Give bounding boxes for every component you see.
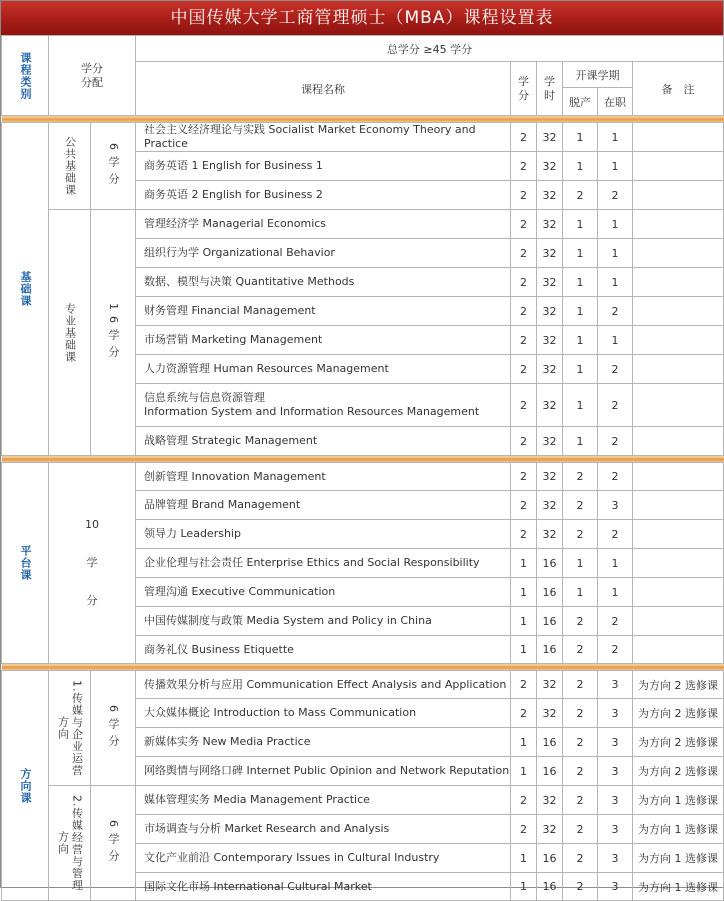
group-direction-1: 1.传媒与企业运营方向 [49, 671, 91, 786]
course-parttime: 3 [598, 844, 633, 873]
header-total-credits: 总学分 ≥45 学分 [136, 36, 724, 62]
course-parttime: 2 [598, 636, 633, 664]
course-parttime: 2 [598, 607, 633, 636]
course-name: 媒体管理实务 Media Management Practice [136, 786, 511, 815]
course-parttime: 1 [598, 152, 633, 181]
credits-direction-1: 6学分 [91, 671, 136, 786]
course-note [633, 297, 724, 326]
header-parttime: 在职 [598, 88, 633, 116]
course-hours: 32 [537, 786, 563, 815]
course-credit: 2 [511, 520, 537, 549]
course-hours: 32 [537, 326, 563, 355]
course-parttime: 1 [598, 123, 633, 152]
credits-public-basic: 6学分 [91, 123, 136, 210]
course-hours: 16 [537, 636, 563, 664]
course-credit: 1 [511, 844, 537, 873]
course-parttime: 2 [598, 427, 633, 456]
course-fulltime: 1 [563, 239, 598, 268]
course-name: 商务英语 2 English for Business 2 [136, 181, 511, 210]
credits-platform-unit-a: 学 [86, 556, 98, 569]
course-hours: 16 [537, 873, 563, 901]
course-note [633, 491, 724, 520]
header-category: 课程类别 [2, 36, 49, 116]
course-parttime: 1 [598, 239, 633, 268]
course-name: 市场调查与分析 Market Research and Analysis [136, 815, 511, 844]
course-fulltime: 2 [563, 786, 598, 815]
course-parttime: 2 [598, 297, 633, 326]
course-parttime: 3 [598, 728, 633, 757]
course-hours: 32 [537, 427, 563, 456]
course-fulltime: 1 [563, 578, 598, 607]
table-row [2, 463, 724, 491]
course-note [633, 427, 724, 456]
course-fulltime: 1 [563, 326, 598, 355]
course-parttime: 2 [598, 181, 633, 210]
course-hours: 16 [537, 607, 563, 636]
course-parttime: 3 [598, 757, 633, 786]
header-credit-dist: 学分分配 [49, 36, 136, 116]
section-separator [2, 664, 724, 671]
section-separator [2, 116, 724, 123]
course-fulltime: 1 [563, 123, 598, 152]
course-fulltime: 2 [563, 671, 598, 699]
course-parttime: 1 [598, 268, 633, 297]
course-note [633, 210, 724, 239]
course-fulltime: 2 [563, 520, 598, 549]
course-hours: 32 [537, 355, 563, 384]
course-credit: 2 [511, 297, 537, 326]
course-name: 社会主义经济理论与实践 Socialist Market Economy Theory and Practice [136, 123, 511, 152]
course-hours: 16 [537, 728, 563, 757]
course-name: 中国传媒制度与政策 Media System and Policy in China [136, 607, 511, 636]
course-name: 文化产业前沿 Contemporary Issues in Cultural Industry [136, 844, 511, 873]
course-name-cn: 信息系统与信息资源管理 [144, 391, 265, 404]
course-hours: 32 [537, 210, 563, 239]
course-credit: 2 [511, 671, 537, 699]
course-note: 为方向 2 选修课 [633, 728, 724, 757]
course-name: 大众媒体概论 Introduction to Mass Communication [136, 699, 511, 728]
credits-platform [49, 463, 136, 664]
course-name: 品牌管理 Brand Management [136, 491, 511, 520]
course-name: 战略管理 Strategic Management [136, 427, 511, 456]
course-hours: 32 [537, 671, 563, 699]
course-credit: 2 [511, 815, 537, 844]
course-fulltime: 2 [563, 844, 598, 873]
course-credit: 2 [511, 699, 537, 728]
course-credit: 1 [511, 549, 537, 578]
header-semester: 开课学期 [563, 62, 633, 88]
course-name: 创新管理 Innovation Management [136, 463, 511, 491]
course-note [633, 239, 724, 268]
course-parttime: 2 [598, 520, 633, 549]
course-name: 企业伦理与社会责任 Enterprise Ethics and Social Responsibility [136, 549, 511, 578]
course-name: 管理沟通 Executive Communication [136, 578, 511, 607]
course-fulltime: 1 [563, 427, 598, 456]
course-credit: 2 [511, 210, 537, 239]
course-hours: 32 [537, 297, 563, 326]
category-direction: 方向课 [2, 671, 49, 901]
course-note [633, 355, 724, 384]
course-note [633, 607, 724, 636]
course-parttime: 1 [598, 326, 633, 355]
course-credit: 2 [511, 786, 537, 815]
course-note [633, 268, 724, 297]
course-credit: 2 [511, 123, 537, 152]
group-professional-basic: 专业基础课 [49, 210, 91, 456]
course-credit: 1 [511, 873, 537, 901]
course-parttime: 2 [598, 355, 633, 384]
course-hours: 32 [537, 123, 563, 152]
course-credit: 2 [511, 268, 537, 297]
course-fulltime: 1 [563, 355, 598, 384]
course-fulltime: 2 [563, 815, 598, 844]
course-note [633, 152, 724, 181]
course-fulltime: 2 [563, 728, 598, 757]
course-hours: 32 [537, 239, 563, 268]
course-note [633, 549, 724, 578]
course-parttime: 3 [598, 786, 633, 815]
course-note: 为方向 2 选修课 [633, 699, 724, 728]
group-direction-2: 2.传媒经营与管理方向 [49, 786, 91, 901]
course-credit: 2 [511, 355, 537, 384]
course-fulltime: 1 [563, 268, 598, 297]
course-hours: 32 [537, 152, 563, 181]
course-table [1, 35, 724, 901]
course-note: 为方向 1 选修课 [633, 786, 724, 815]
course-parttime: 3 [598, 699, 633, 728]
credits-platform-unit-b: 分 [86, 594, 98, 607]
group-public-basic: 公共基础课 [49, 123, 91, 210]
credits-professional-basic: 16学分 [91, 210, 136, 456]
course-hours: 32 [537, 491, 563, 520]
course-hours: 32 [537, 815, 563, 844]
course-fulltime: 1 [563, 549, 598, 578]
course-note: 为方向 2 选修课 [633, 671, 724, 699]
course-hours: 32 [537, 520, 563, 549]
course-name [136, 384, 511, 427]
course-credit: 2 [511, 491, 537, 520]
course-credit: 1 [511, 578, 537, 607]
course-fulltime: 1 [563, 210, 598, 239]
course-credit: 2 [511, 326, 537, 355]
credits-platform-num: 10 [85, 518, 99, 531]
course-fulltime: 1 [563, 384, 598, 427]
course-note [633, 326, 724, 355]
course-name: 领导力 Leadership [136, 520, 511, 549]
course-note: 为方向 1 选修课 [633, 815, 724, 844]
header-credits: 学分 [511, 62, 537, 116]
course-fulltime: 1 [563, 152, 598, 181]
table-row [2, 123, 724, 152]
course-parttime: 2 [598, 463, 633, 491]
course-hours: 16 [537, 578, 563, 607]
course-hours: 16 [537, 757, 563, 786]
header-course-name: 课程名称 [136, 62, 511, 116]
course-hours: 32 [537, 463, 563, 491]
course-parttime: 3 [598, 873, 633, 901]
course-name: 市场营销 Marketing Management [136, 326, 511, 355]
course-fulltime: 2 [563, 757, 598, 786]
header-remarks: 备 注 [633, 62, 724, 116]
course-fulltime: 2 [563, 699, 598, 728]
course-note: 为方向 1 选修课 [633, 844, 724, 873]
course-fulltime: 2 [563, 181, 598, 210]
course-fulltime: 1 [563, 297, 598, 326]
course-credit: 2 [511, 427, 537, 456]
course-credit: 2 [511, 181, 537, 210]
course-note: 为方向 2 选修课 [633, 757, 724, 786]
course-credit: 1 [511, 757, 537, 786]
course-name: 数据、模型与决策 Quantitative Methods [136, 268, 511, 297]
page-title: 中国传媒大学工商管理硕士（MBA）课程设置表 [1, 1, 723, 35]
course-name: 国际文化市场 International Cultural Market [136, 873, 511, 901]
course-note [633, 463, 724, 491]
category-basic: 基础课 [2, 123, 49, 456]
table-row [2, 786, 724, 815]
course-parttime: 3 [598, 491, 633, 520]
table-row [2, 210, 724, 239]
course-fulltime: 2 [563, 463, 598, 491]
category-platform: 平台课 [2, 463, 49, 664]
course-parttime: 1 [598, 578, 633, 607]
course-credit: 2 [511, 152, 537, 181]
header-fulltime: 脱产 [563, 88, 598, 116]
course-hours: 32 [537, 384, 563, 427]
course-hours: 32 [537, 268, 563, 297]
course-credit: 2 [511, 239, 537, 268]
course-name: 组织行为学 Organizational Behavior [136, 239, 511, 268]
course-name: 管理经济学 Managerial Economics [136, 210, 511, 239]
course-parttime: 1 [598, 210, 633, 239]
course-hours: 32 [537, 699, 563, 728]
course-fulltime: 2 [563, 607, 598, 636]
course-hours: 16 [537, 844, 563, 873]
credits-direction-2: 6学分 [91, 786, 136, 901]
course-credit: 1 [511, 728, 537, 757]
course-name: 商务英语 1 English for Business 1 [136, 152, 511, 181]
table-row [2, 671, 724, 699]
course-credit: 2 [511, 384, 537, 427]
course-hours: 32 [537, 181, 563, 210]
course-fulltime: 2 [563, 873, 598, 901]
section-separator [2, 456, 724, 463]
course-credit: 1 [511, 636, 537, 664]
course-note [633, 520, 724, 549]
course-parttime: 2 [598, 384, 633, 427]
course-parttime: 1 [598, 549, 633, 578]
course-name: 人力资源管理 Human Resources Management [136, 355, 511, 384]
course-name: 网络舆情与网络口碑 Internet Public Opinion and Network Reputation [136, 757, 511, 786]
course-name: 商务礼仪 Business Etiquette [136, 636, 511, 664]
course-fulltime: 2 [563, 636, 598, 664]
course-note [633, 384, 724, 427]
course-name: 新媒体实务 New Media Practice [136, 728, 511, 757]
course-note [633, 636, 724, 664]
course-credit: 2 [511, 463, 537, 491]
course-name: 传播效果分析与应用 Communication Effect Analysis and Application [136, 671, 511, 699]
course-parttime: 3 [598, 671, 633, 699]
course-note: 为方向 1 选修课 [633, 873, 724, 901]
course-name-en: Information System and Information Resources Management [144, 405, 480, 418]
header-hours: 学时 [537, 62, 563, 116]
course-fulltime: 2 [563, 491, 598, 520]
course-note [633, 181, 724, 210]
course-hours: 16 [537, 549, 563, 578]
course-credit: 1 [511, 607, 537, 636]
course-note [633, 123, 724, 152]
course-parttime: 3 [598, 815, 633, 844]
course-name: 财务管理 Financial Management [136, 297, 511, 326]
course-note [633, 578, 724, 607]
